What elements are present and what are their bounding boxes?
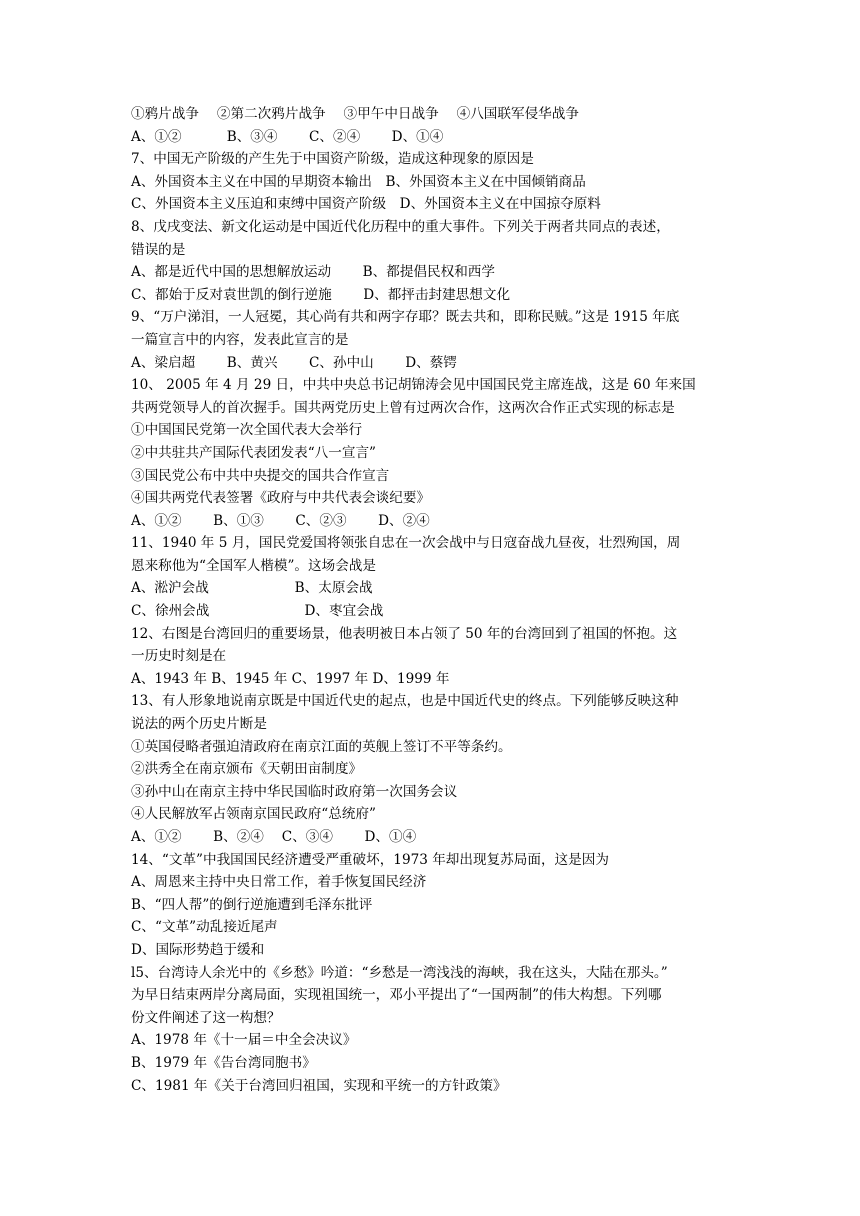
text-line: 10、 2005 年 4 月 29 日，中共中央总书记胡锦涛会见中国国民党主席连战，这是 60 年来国 xyxy=(131,377,696,394)
text-line: C、1981 年《关于台湾回归祖国，实现和平统一的方针政策》 xyxy=(131,1077,507,1094)
text-line: 9、“万户涕泪，一人冠冕，其心尚有共和两字存耶？既去共和，即称民贼。”这是 1915 年底 xyxy=(131,309,680,326)
text-line: C、徐州会战 D、枣宜会战 xyxy=(131,603,384,620)
text-line: 12、右图是台湾回归的重要场景，他表明被日本占领了 50 年的台湾回到了祖国的怀抱。这 xyxy=(131,625,678,642)
text-line: 一历史时刻是在 xyxy=(131,648,227,665)
text-line: ②中共驻共产国际代表团发表“八一宣言” xyxy=(131,444,376,461)
text-line: 恩来称他为“全国军人楷模”。这场会战是 xyxy=(131,557,376,574)
text-line: ③孙中山在南京主持中华民国临时政府第一次国务会议 xyxy=(131,783,458,800)
text-line: ④国共两党代表签署《政府与中共代表会谈纪要》 xyxy=(131,490,431,507)
text-line: ③国民党公布中共中央提交的国共合作宣言 xyxy=(131,467,390,484)
text-line: A、1943 年 B、1945 年 C、1997 年 D、1999 年 xyxy=(131,670,450,687)
text-line: C、外国资本主义压迫和束缚中国资产阶级 D、外国资本主义在中国掠夺原料 xyxy=(131,196,601,213)
text-line: A、周恩来主持中央日常工作，着手恢复国民经济 xyxy=(131,874,427,891)
text-line: 7、中国无产阶级的产生先于中国资产阶级，造成这种现象的原因是 xyxy=(131,151,534,168)
text-line: 错误的是 xyxy=(131,241,186,258)
text-line: 14、“文革”中我国国民经济遭受严重破坏，1973 年却出现复苏局面，这是因为 xyxy=(131,851,609,868)
text-line: A、淞沪会战 B、太原会战 xyxy=(131,580,373,597)
text-line: 份文件阐述了这一构想？ xyxy=(131,1009,281,1026)
text-line: B、“四人帮”的倒行逆施遭到毛泽东批评 xyxy=(131,896,373,913)
text-line: 为早日结束两岸分离局面，实现祖国统一，邓小平提出了“一国两制”的伟大构想。下列哪 xyxy=(131,987,662,1004)
text-line: A、①② B、③④ C、②④ D、①④ xyxy=(131,128,444,145)
text-line: ①英国侵略者强迫清政府在南京江面的英舰上签订不平等条约。 xyxy=(131,738,512,755)
text-line: A、梁启超 B、黄兴 C、孙中山 D、蔡锷 xyxy=(131,354,457,371)
text-line: ①鸦片战争 ②第二次鸦片战争 ③甲午中日战争 ④八国联军侵华战争 xyxy=(131,106,579,122)
text-line: A、都是近代中国的思想解放运动 B、都提倡民权和西学 xyxy=(131,264,495,281)
text-line: 一篇宣言中的内容，发表此宣言的是 xyxy=(131,331,349,348)
text-line: 13、有人形象地说南京既是中国近代史的起点，也是中国近代史的终点。下列能够反映这种 xyxy=(131,693,679,710)
text-line: A、①② B、②④ C、③④ D、①④ xyxy=(131,829,417,845)
text-line: A、①② B、①③ C、②③ D、②④ xyxy=(131,512,430,529)
text-line: ④人民解放军占领南京国民政府“总统府” xyxy=(131,806,376,823)
text-line: C、“文革”动乱接近尾声 xyxy=(131,919,278,936)
text-line: A、1978 年《十一届＝中全会决议》 xyxy=(131,1032,357,1049)
text-line: D、国际形势趋于缓和 xyxy=(131,941,265,958)
text-line: ②洪秀全在南京颁布《天朝田亩制度》 xyxy=(131,761,363,778)
text-line: l5、台湾诗人余光中的《乡愁》吟道：“乡愁是一湾浅浅的海峡，我在这头，大陆在那头。” xyxy=(131,964,668,981)
text-line: ①中国国民党第一次全国代表大会举行 xyxy=(131,422,363,439)
text-line: C、都始于反对袁世凯的倒行逆施 D、都抨击封建思想文化 xyxy=(131,286,511,303)
document-page xyxy=(131,103,731,1097)
text-line: 共两党领导人的首次握手。国共两党历史上曾有过两次合作，这两次合作正式实现的标志是 xyxy=(131,399,675,416)
text-line: 8、戊戌变法、新文化运动是中国近代化历程中的重大事件。下列关于两者共同点的表述， xyxy=(131,218,670,235)
text-line: 说法的两个历史片断是 xyxy=(131,716,267,733)
text-line: 11、1940 年 5 月，国民党爱国将领张自忠在一次会战中与日寇奋战九昼夜，壮烈殉国，周 xyxy=(131,535,681,552)
text-line: A、外国资本主义在中国的早期资本输出 B、外国资本主义在中国倾销商品 xyxy=(131,173,586,190)
text-line: B、1979 年《告台湾同胞书》 xyxy=(131,1054,316,1071)
